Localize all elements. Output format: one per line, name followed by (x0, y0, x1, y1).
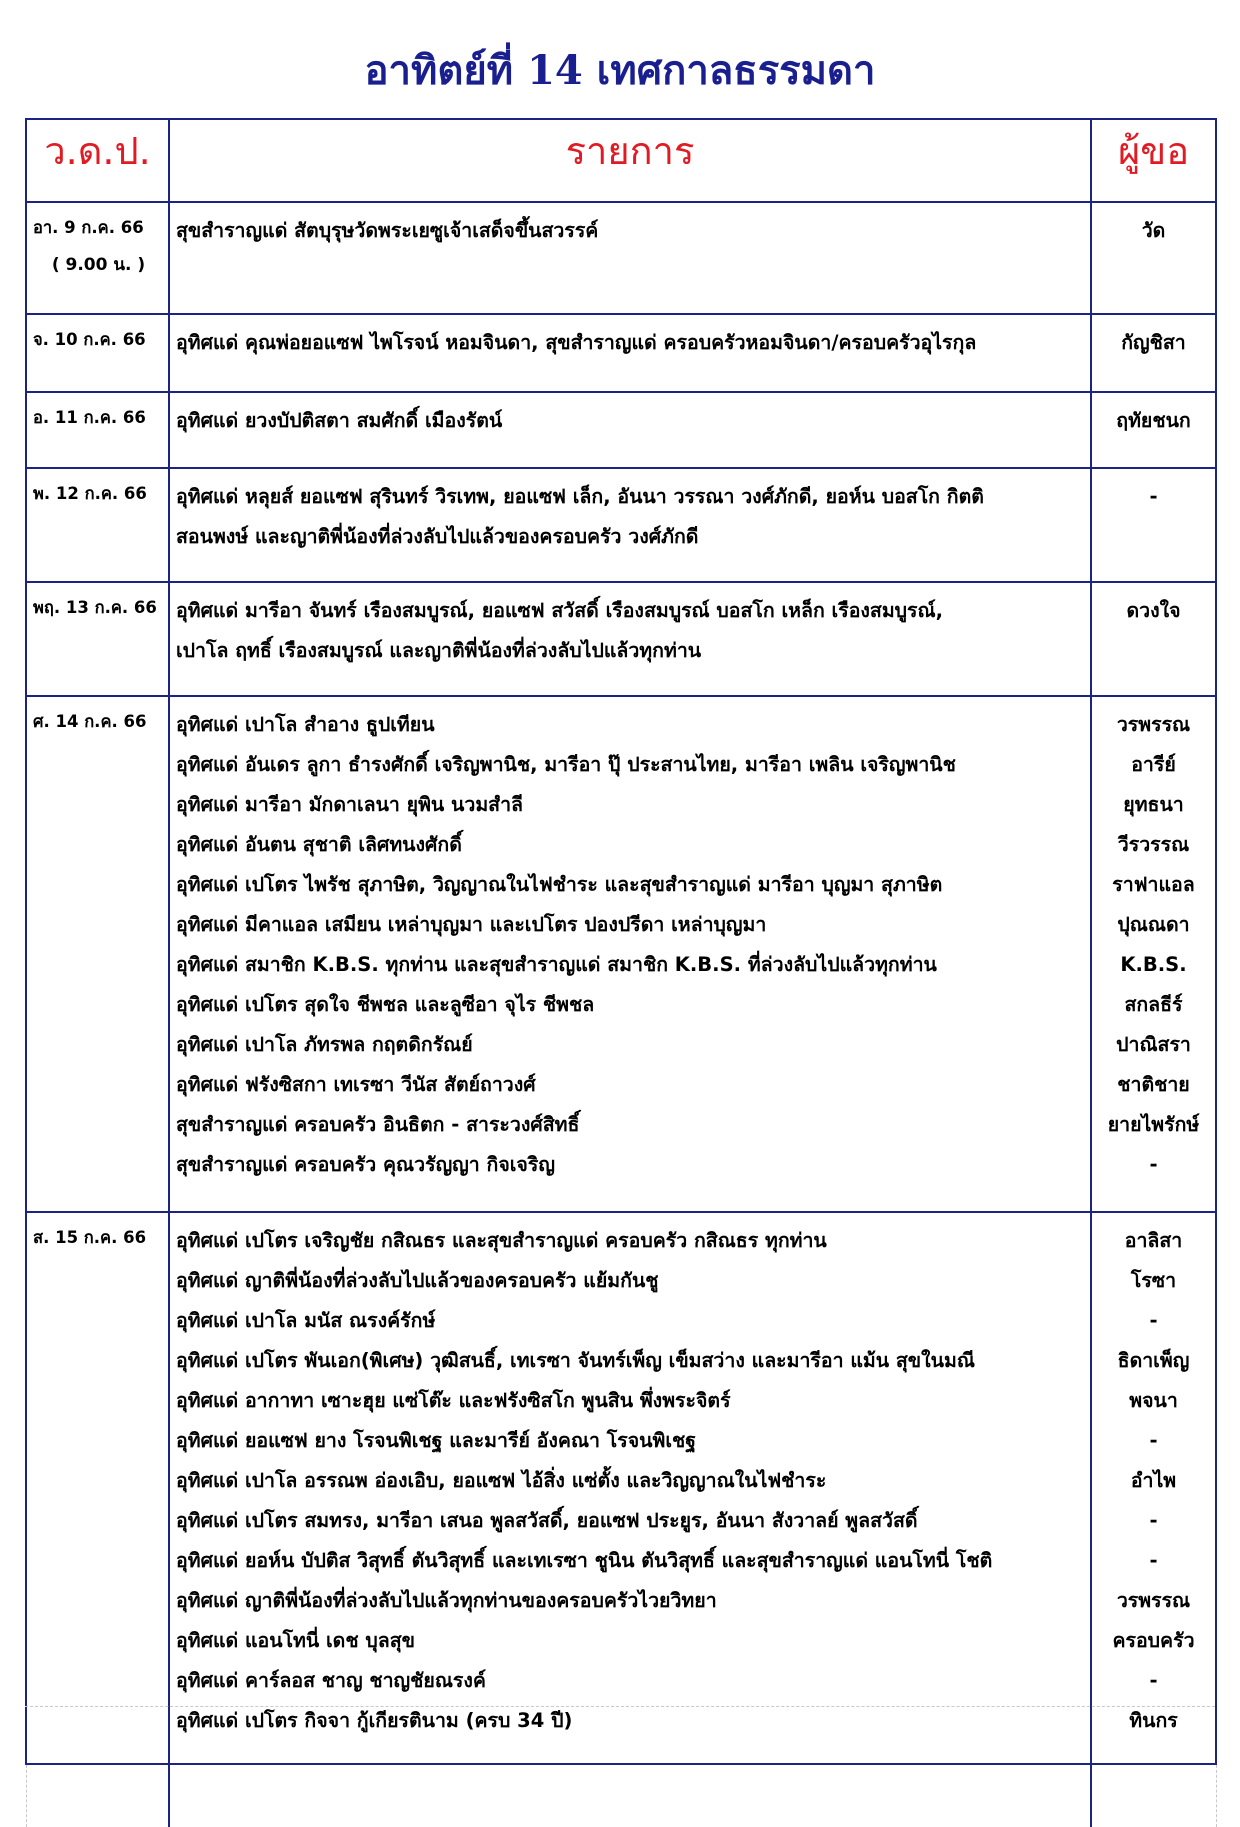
intention-line: อุทิศแด่ คาร์ลอส ชาญ ชาญชัยณรงค์ (176, 1669, 486, 1692)
empty-cell (1091, 1764, 1216, 1827)
intention-cell (169, 468, 1091, 582)
table-row (26, 468, 1216, 582)
intention-line: อุทิศแด่ มีคาแอล เสมียน เหล่าบุญมา และเปโตร ปองปรีดา เหล่าบุญมา (176, 913, 767, 936)
requester-cell (1091, 202, 1216, 314)
requester-cell (1091, 392, 1216, 468)
page-title: อาทิตย์ที่ 14 เทศกาลธรรมดา (364, 47, 876, 94)
intention-line: สอนพงษ์ และญาติพี่น้องที่ล่วงลับไปแล้วของครอบครัว วงศ์ภักดี (176, 525, 699, 548)
intention-line: อุทิศแด่ สมาชิก K.B.S. ทุกท่าน และสุขสำราญแด่ สมาชิก K.B.S. ที่ล่วงลับไปแล้วทุกท่าน (176, 953, 937, 976)
intention-line: อุทิศแด่ ยอห์น บัปติส วิสุทธิ์ ตันวิสุทธิ์ และเทเรซา ชูนิน ตันวิสุทธิ์ และสุขสำราญแด่ แอนโทนี่ โชติ (176, 1549, 993, 1572)
requester-name: ฤทัยชนก (1116, 409, 1191, 432)
requester-name: - (1149, 1669, 1158, 1692)
table-row (26, 314, 1216, 392)
requester-cell (1091, 582, 1216, 696)
header-list: รายการ (169, 119, 1091, 202)
intention-cell (169, 1212, 1091, 1764)
date-text: พ. 12 ก.ค. 66 (33, 484, 147, 503)
date-cell (26, 392, 169, 468)
date-text: จ. 10 ก.ค. 66 (33, 330, 146, 349)
requester-name: กัญชิสา (1121, 331, 1186, 354)
date-cell (26, 314, 169, 392)
intention-line: อุทิศแด่ เปโตร สมทรง, มารีอา เสนอ พูลสวัสดิ์, ยอแซฟ ประยูร, อันนา สังวาลย์ พูลสวัสดิ์ (176, 1509, 918, 1532)
requester-cell (1091, 468, 1216, 582)
date-text: อ. 11 ก.ค. 66 (33, 408, 146, 427)
intention-cell (169, 314, 1091, 392)
intention-line: อุทิศแด่ เปาโล สำอาง ธูปเทียน (176, 713, 435, 736)
intention-line: สุขสำราญแด่ ครอบครัว อินธิตก - สาระวงศ์สิทธิ์ (176, 1113, 580, 1136)
date-cell (26, 1212, 169, 1764)
empty-cell (26, 1764, 169, 1827)
page-bottom-guide (25, 1706, 1215, 1707)
requester-name: - (1149, 1309, 1158, 1332)
intention-line: อุทิศแด่ ญาติพี่น้องที่ล่วงลับไปแล้วของครอบครัว แย้มกันชู (176, 1269, 659, 1292)
requester-name: K.B.S. (1120, 953, 1187, 976)
requester-cell (1091, 314, 1216, 392)
requester-name: - (1149, 1429, 1158, 1452)
empty-row (26, 1764, 1216, 1827)
requester-name: ยายไพรักษ์ (1107, 1113, 1200, 1136)
table-header-row (26, 119, 1216, 202)
requester-name: วรพรรณ (1116, 1589, 1191, 1612)
empty-cell (169, 1764, 1091, 1827)
requester-name: วีรวรรณ (1117, 833, 1190, 856)
intention-line: อุทิศแด่ เปาโล มนัส ณรงค์รักษ์ (176, 1309, 436, 1332)
date-text: ส. 15 ก.ค. 66 (33, 1228, 147, 1247)
requester-name: - (1149, 485, 1158, 508)
date-cell (26, 468, 169, 582)
intention-line: สุขสำราญแด่ สัตบุรุษวัดพระเยซูเจ้าเสด็จขึ้นสวรรค์ (176, 219, 599, 242)
requester-name: - (1149, 1549, 1158, 1572)
requester-name: พจนา (1129, 1389, 1178, 1412)
intention-line: อุทิศแด่ อากาทา เซาะฮุย แซ่โต๊ะ และฟรังซิสโก พูนสิน พึ่งพระจิตร์ (176, 1389, 731, 1412)
date-text: อา. 9 ก.ค. 66 (33, 218, 144, 237)
table-row (26, 202, 1216, 314)
requester-name: ราฟาแอล (1112, 873, 1195, 896)
requester-name: ทินกร (1129, 1709, 1178, 1732)
time-text: ( 9.00 น. ) (51, 255, 146, 275)
date-cell (26, 202, 169, 314)
intention-line: อุทิศแด่ อันตน สุชาติ เลิศทนงศักดิ์ (176, 833, 462, 856)
requester-name: ดวงใจ (1126, 599, 1181, 622)
intention-line: อุทิศแด่ อันเดร ลูกา ธำรงศักดิ์ เจริญพานิช, มารีอา ปุ๊ ประสานไทย, มารีอา เพลิน เจริญพานิช (176, 753, 956, 776)
intention-line: อุทิศแด่ ฟรังซิสกา เทเรซา วีนัส สัตย์ถาวงศ์ (176, 1073, 536, 1096)
intention-line: อุทิศแด่ เปโตร พันเอก(พิเศษ) วุฒิสนธิ์, เทเรซา จันทร์เพ็ญ เข็มสว่าง และมารีอา แม้น สุขในมณี (176, 1349, 975, 1372)
date-text: ศ. 14 ก.ค. 66 (33, 712, 147, 731)
requester-cell (1091, 1212, 1216, 1764)
requester-name: ยุทธนา (1123, 793, 1184, 816)
intention-line: อุทิศแด่ คุณพ่อยอแซฟ ไพโรจน์ หอมจินดา, สุขสำราญแด่ ครอบครัวหอมจินดา/ครอบครัวอุไรกุล (176, 331, 977, 354)
date-cell (26, 696, 169, 1212)
intention-cell (169, 392, 1091, 468)
intention-line: อุทิศแด่ ยวงบัปติสตา สมศักดิ์ เมืองรัตน์ (176, 409, 503, 432)
mass-intention-table (25, 118, 1217, 1827)
date-cell (26, 582, 169, 696)
date-text: พฤ. 13 ก.ค. 66 (33, 598, 157, 617)
requester-name: ชาติชาย (1117, 1073, 1190, 1096)
intention-line: อุทิศแด่ เปาโล อรรณพ อ่องเอิบ, ยอแซฟ ไอ้สิ่ง แซ่ตั้ง และวิญญาณในไฟชำระ (176, 1469, 827, 1492)
requester-name: สกลธีร์ (1124, 993, 1183, 1016)
requester-name: อาลิสา (1124, 1229, 1183, 1252)
requester-name: - (1149, 1153, 1158, 1176)
requester-name: - (1149, 1509, 1158, 1532)
header-requester: ผู้ขอ (1091, 119, 1216, 202)
intention-line: อุทิศแด่ เปโตร กิจจา กู้เกียรตินาม (ครบ 34 ปี) (176, 1709, 573, 1732)
requester-name: วรพรรณ (1116, 713, 1191, 736)
intention-cell (169, 696, 1091, 1212)
intention-line: สุขสำราญแด่ ครอบครัว คุณวรัญญา กิจเจริญ (176, 1153, 555, 1176)
intention-line: เปาโล ฤทธิ์ เรืองสมบูรณ์ และญาติพี่น้องที่ล่วงลับไปแล้วทุกท่าน (176, 639, 702, 662)
table-row (26, 1212, 1216, 1764)
requester-cell (1091, 696, 1216, 1212)
requester-name: อารีย์ (1131, 753, 1176, 776)
requester-name: ธิดาเพ็ญ (1117, 1349, 1190, 1372)
table-row (26, 392, 1216, 468)
intention-line: อุทิศแด่ เปาโล ภัทรพล กฤตดิกรัณย์ (176, 1033, 473, 1056)
intention-line: อุทิศแด่ ยอแซฟ ยาง โรจนพิเชฐ และมารีย์ อังคณา โรจนพิเชฐ (176, 1429, 696, 1452)
intention-line: อุทิศแด่ เปโตร ไพรัช สุภาษิต, วิญญาณในไฟชำระ และสุขสำราญแด่ มารีอา บุญมา สุภาษิต (176, 873, 943, 896)
intention-line: อุทิศแด่ ญาติพี่น้องที่ล่วงลับไปแล้วทุกท่านของครอบครัวไวยวิทยา (176, 1589, 717, 1612)
intention-line: อุทิศแด่ เปโตร เจริญชัย กสิณธร และสุขสำราญแด่ ครอบครัว กสิณธร ทุกท่าน (176, 1229, 827, 1252)
intention-line: อุทิศแด่ มารีอา มักดาเลนา ยุพิน นวมสำลี (176, 793, 523, 816)
table-row (26, 582, 1216, 696)
intention-line: อุทิศแด่ เปโตร สุดใจ ชีพชล และลูซีอา จุไร ชีพชล (176, 993, 595, 1016)
header-date: ว.ด.ป. (26, 119, 169, 202)
requester-name: อำไพ (1130, 1469, 1177, 1492)
intention-cell (169, 202, 1091, 314)
table-body (26, 202, 1216, 1827)
intention-line: อุทิศแด่ มารีอา จันทร์ เรืองสมบูรณ์, ยอแซฟ สวัสดิ์ เรืองสมบูรณ์ บอสโก เหล็ก เรืองสมบูรณ์, (176, 599, 944, 622)
intention-line: อุทิศแด่ แอนโทนี่ เดช บุลสุข (176, 1629, 415, 1652)
requester-name: ครอบครัว (1112, 1629, 1195, 1652)
requester-name: วัด (1141, 219, 1166, 242)
intention-line: อุทิศแด่ หลุยส์ ยอแซฟ สุรินทร์ วิรเทพ, ยอแซฟ เล็ก, อันนา วรรณา วงศ์ภักดี, ยอห์น บอสโก กิตติ (176, 485, 984, 508)
requester-name: ปุณณดา (1117, 913, 1190, 936)
table-row (26, 696, 1216, 1212)
requester-name: โรซา (1130, 1269, 1177, 1292)
intention-cell (169, 582, 1091, 696)
requester-name: ปาณิสรา (1116, 1033, 1191, 1056)
